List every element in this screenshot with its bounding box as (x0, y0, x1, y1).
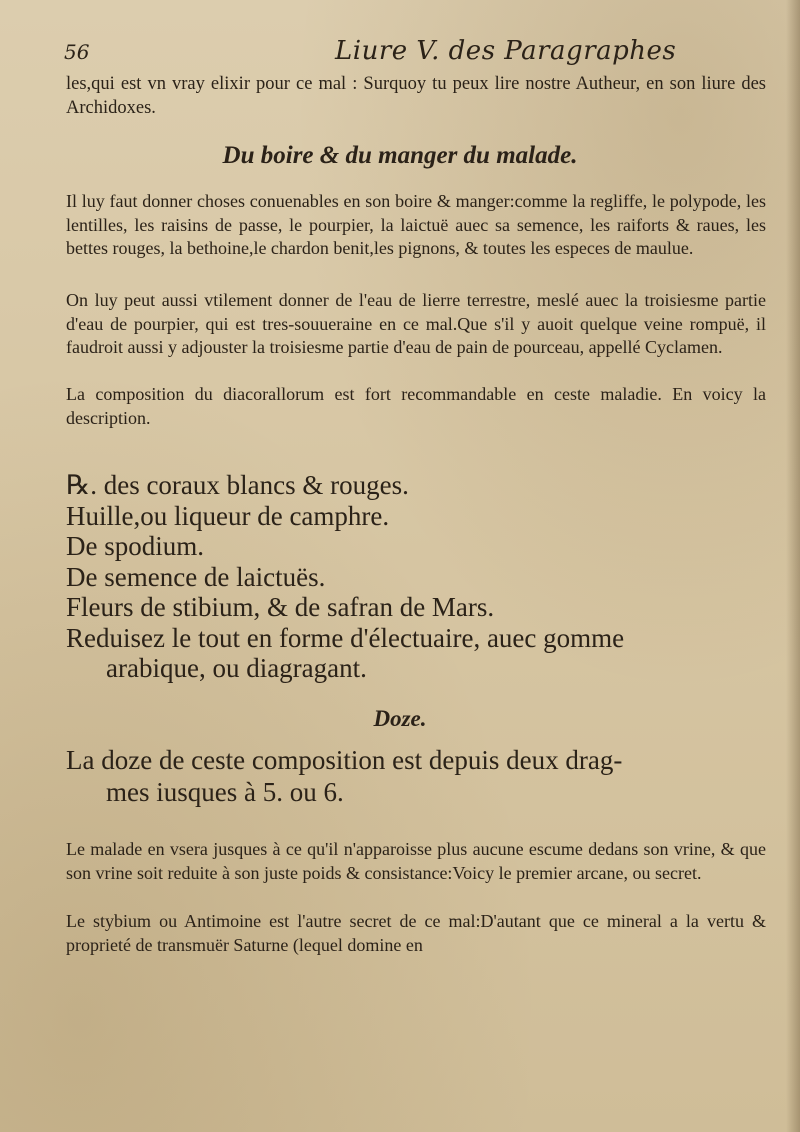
dose-paragraph (66, 744, 776, 808)
recipe-line: ℞. des coraux blancs & rouges. (66, 470, 409, 500)
page-header (60, 36, 760, 66)
intro-paragraph: les,qui est vn vray elixir pour ce mal : Surquoy tu peux lire nostre Autheur, en son liure des Archidoxes. (66, 74, 766, 118)
final-paragraph-2: Le stybium ou Antimoine est l'autre secret de ce mal:D'autant que ce mineral a la vertu & proprieté de transmuër Saturne (lequel domine en (66, 911, 766, 955)
recipe-line: Reduisez le tout en forme d'électuaire, auec gomme (66, 622, 625, 653)
recipe-line: Fleurs de stibium, & de safran de Mars. (66, 592, 495, 622)
recipe-line: De spodium. (66, 531, 204, 561)
body-paragraph-2: On luy peut aussi vtilement donner de l'eau de lierre terrestre, meslé auec la troisiesme partie d'eau de pourpier, qui est tres-souueraine en ce mal.Que s'il y auoit quelque veine rompuë, il faudroit aussi y adjouster la troisiesme partie d'eau de pain de pourceau, appellé Cyclamen. (66, 290, 766, 357)
page-number: 56 (64, 40, 90, 64)
dose-line: La doze de ceste composition est depuis deux drag- (66, 745, 623, 775)
body-paragraph-3: La composition du diacorallorum est fort recommandable en ceste maladie. En voicy la description. (66, 384, 766, 428)
dose-line: mes iusques à 5. ou 6. (106, 777, 344, 807)
recipe-line: arabique, ou diagragant. (106, 653, 367, 683)
section-heading: Du boire & du manger du malade. (222, 142, 578, 169)
recipe-line: De semence de laictuës. (66, 561, 326, 592)
running-head: Liure V. des Paragraphes (335, 36, 677, 66)
recipe-line: Huille,ou liqueur de camphre. (66, 500, 390, 531)
dose-heading: Doze. (373, 706, 427, 731)
recipe-list (66, 470, 766, 684)
final-paragraph-1: Le malade en vsera jusques à ce qu'il n'apparoisse plus aucune escume dedans son vrine, & que son vrine soit reduite à son juste poids & consistance:Voicy le premier arcane, ou secret. (66, 839, 766, 883)
body-paragraph-1: Il luy faut donner choses conuenables en son boire & manger:comme la regliffe, le polypode, les lentilles, les raisins de passe, le pourpier, la laictuë auec sa semence, les raiforts & raues, les bettes rouges, la bethoine,le chardon benit,les pignons, & toutes les especes de maulue. (66, 191, 766, 258)
